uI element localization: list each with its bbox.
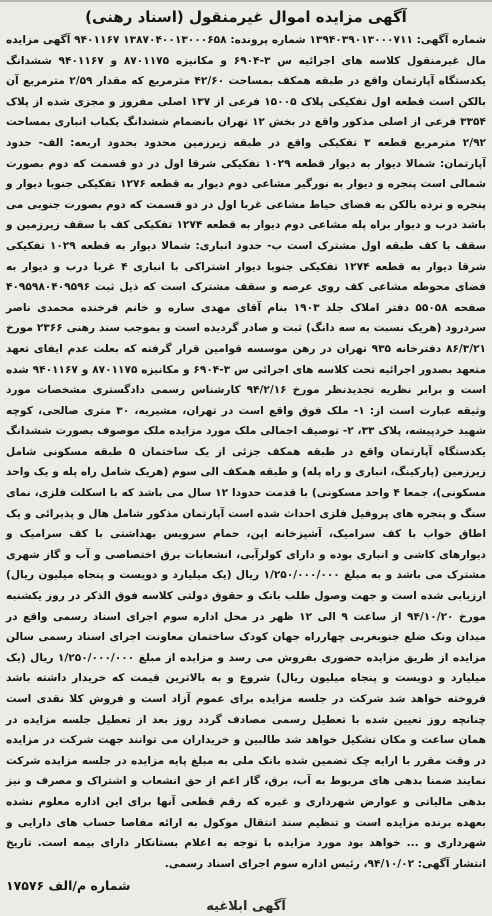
notice-footer [6,876,486,896]
top-border [0,0,492,2]
notice-body [6,30,486,874]
notice-title: آگهی مزایده اموال غیرمنقول (اسناد رهنی) [85,8,407,26]
notice-body-text: شماره آگهی: ۱۳۹۴۰۳۹۰۱۳۰۰۰۷۱۱ شماره پرونده: ۱۳۸۷۰۴۰۰۱۳۰۰۰۶۵۸ ۹۴۰۱۱۶۷ آگهی مزایده مال غیرمنقول کلاسه های اجرائیه س ۳-۶۹۰۴ و مکانیزه ۸۷۰۱۱۷۵ و ۹۴۰۱۱۶۷ ششدانگ یکدستگاه آپارتمان واقع در طبقه همکف بمساحت ۴۲/۶۰ مترمربع که مقدار ۲/۵۹ مترمربع آن بالکن است قطعه اول تفکیکی پلاک ۱۵۰۰۵ فرعی از ۱۳۷ اصلی مفروز و مجزی شده از پلاک ۳۳۵۴ فرعی از اصلی مذکور واقع در بخش ۱۲ تهران بانضمام ششدانگ یکباب انباری بمساحت ۲/۹۲ مترمربع قطعه ۳ تفکیکی واقع در طبقه زیرزمین محدود بحدود اربعه: الف- حدود آپارتمان: شمالا دیوار به دیوار قطعه ۱۰۲۹ تفکیکی شرقا اول در دو قسمت که دوم بصورت شمالی است پنجره و دیوار به نورگیر مشاعی دوم دیوار به قطعه ۱۲۷۶ تفکیکی جنوبا دیوار و پنجره و نرده بالکن به فضای حیاط مشاعی غربا اول در دو قسمت که دوم بصورت جنوبی می باشد درب و دیوار براه پله مشاعی دوم دیوار به قطعه ۱۲۷۴ تفکیکی کف با سقف زیرزمین و سقف با کف طبقه اول مشترک است ب- حدود انباری: شمالا دیوار به قطعه ۱۰۲۹ تفکیکی شرقا دیوار به قطعه ۱۲۷۴ تفکیکی جنوبا دیوار اشتراکی با انباری ۴ غربا درب و دیوار به فضای محوطه مشاعی کف روی عرصه و سقف مشترک است که ذیل ثبت ۴۰۹۵۹۸۰۴۰۹۵۹۶ صفحه ۵۵۰۵۸ دفتر املاک جلد ۱۹۰۳ بنام آقای مهدی ساره و خانم فرخنده محمدی ناصر سردرود (هریک نسبت به سه دانگ) ثبت و صادر گردیده است و بموجب سند رهنی ۲۳۶۶ مورخ ۸۶/۳/۲۱ دفترخانه ۹۳۵ تهران در رهن موسسه قوامین قرار گرفته که بعلت عدم ایفای تعهد متعهد بصدور اجرائیه تحت کلاسه های اجرائی س ۳-۶۹۰۴ و مکانیزه ۸۷۰۱۱۷۵ و ۹۴۰۱۱۶۷ شده است و برابر نظریه تجدیدنظر مورخ ۹۴/۲/۱۶ کارشناس رسمی دادگستری مشخصات مورد وثیقه عبارت است از: ۱- ملک فوق واقع است در تهران، مشیریه، ۳۰ متری صالحی، کوچه شهید خردپیشه، پلاک ۳۳، ۲- توصیف اجمالی ملک مورد مزایده ملک موصوف بصورت ششدانگ یکدستگاه آپارتمان واقع در طبقه همکف جزئی از یک ساختمان ۵ طبقه مسکونی شامل زیرزمین (پارکینگ، انباری و راه پله) و طبقه همکف الی سوم (هریک شامل راه پله و یک واحد مسکونی)، جمعا ۴ واحد مسکونی) با قدمت حدودا ۱۲ سال می باشد که با اسکلت فلزی، نمای سنگ و پنجره های پروفیل فلزی احداث شده است آپارتمان مذکور شامل هال و پذیرائی و یک اطاق خواب با کف سرامیک، آشپزخانه اپن، حمام سرویس بهداشتی با کف سرامیک و دیوارهای کاشی و انباری بوده و دارای کولرآبی، انشعابات برق اختصاصی و آب و گاز شهری مشترک می باشد و به مبلغ ۱/۲۵۰/۰۰۰/۰۰۰ ریال (یک میلیارد و دویست و پنجاه میلیون ریال) ارزیابی شده است و جهت وصول طلب بانک و حقوق دولتی کلاسه فوق الذکر در روز یکشنبه مورخ ۹۴/۱۰/۲۰ از ساعت ۹ الی ۱۲ ظهر در محل اداره سوم اجرای اسناد رسمی واقع در میدان ونک ضلع جنوبغربی چهارراه جهان کودک ساختمان معاونت اجرای اسناد رسمی سالن مزایده از طریق مزایده حضوری بفروش می رسد و مزایده از مبلغ ۱/۲۵۰/۰۰۰/۰۰۰ ریال (یک میلیارد و دویست و پنجاه میلیون ریال) شروع و به بالاترین قیمت که خریدار داشته باشد فروخته خواهد شد شرکت در جلسه مزایده برای عموم آزاد است و فروش کلا نقدی است چنانچه روز تعیین شده با تعطیل رسمی مصادف گردد روز بعد از تعطیل جلسه مزایده در همان ساعت و مکان تشکیل خواهد شد طالبین و خریداران می توانند جهت شرکت در مزایده در وقت مقرر با ارایه چک تضمین شده بانک ملی به مبلغ پایه مزایده در جلسه مزایده شرکت نمایند ضمنا بدهی های مربوط به آب، برق، گاز اعم از حق انشعاب و اشتراک و مصرف و نیز بدهی مالیاتی و عوارض شهرداری و غیره که رقم قطعی آنها برای این اداره معلوم نشده بعهده برنده مزایده است و تنظیم سند انتقال موکول به ارائه مفاصا حساب های دارایی و شهرداری و ... خواهد بود مورد مزایده با توجه به اعلام بستانکار دارای بیمه است. تاریخ انتشار آگهی: ۹۴/۱۰/۰۲، رئیس اداره سوم اجرای اسناد رسمی. [6,34,487,870]
next-notice-title: آگهی ابلاغیه [206,899,286,915]
notice-reference-number: شماره م/الف ۱۷۵۷۶ [6,878,131,894]
